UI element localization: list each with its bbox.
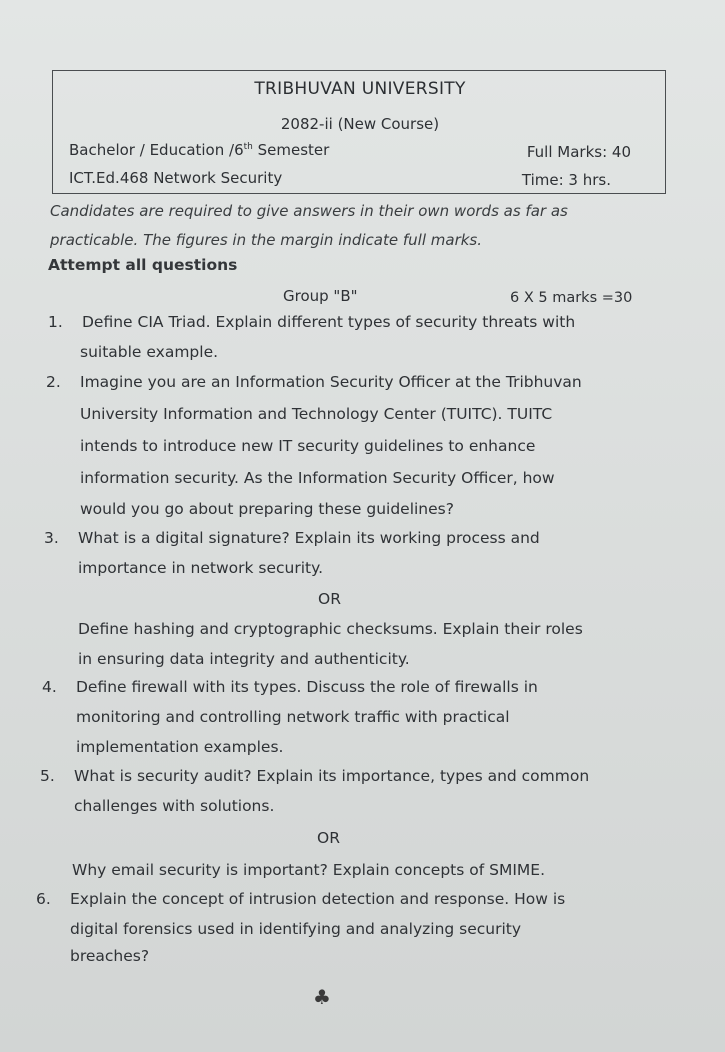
program-prefix: Bachelor / Education /6 <box>69 141 244 159</box>
program-sup: th <box>243 142 253 152</box>
question-number: 6. <box>36 890 51 908</box>
attempt-all-heading: Attempt all questions <box>48 256 238 274</box>
question-line: Define CIA Triad. Explain different types of security threats with <box>82 313 576 331</box>
year-course: 2082-ii (New Course) <box>280 115 440 133</box>
question-line: Why email security is important? Explain concepts of SMIME. <box>72 861 545 879</box>
instruction-line-1: Candidates are required to give answers in their own words as far as <box>50 202 568 220</box>
question-line: Explain the concept of intrusion detection and response. How is <box>70 890 566 908</box>
question-line: challenges with solutions. <box>74 797 275 815</box>
question-line: breaches? <box>70 947 150 965</box>
or-separator: OR <box>318 590 341 608</box>
question-line: in ensuring data integrity and authenticity. <box>78 650 410 668</box>
or-separator: OR <box>317 829 340 847</box>
instruction-line-2: practicable. The figures in the margin indicate full marks. <box>50 231 483 249</box>
question-line: importance in network security. <box>78 559 324 577</box>
group-marks: 6 X 5 marks =30 <box>510 290 633 306</box>
question-line: Imagine you are an Information Security Officer at the Tribhuvan <box>80 373 582 391</box>
time-allowed: Time: 3 hrs. <box>521 171 611 189</box>
question-line: What is security audit? Explain its importance, types and common <box>74 767 590 785</box>
question-line: implementation examples. <box>76 738 284 756</box>
question-line: Define firewall with its types. Discuss the role of firewalls in <box>76 678 538 696</box>
full-marks: Full Marks: 40 <box>526 143 631 161</box>
question-line: digital forensics used in identifying and analyzing security <box>70 920 522 938</box>
group-label: Group "B" <box>283 287 358 305</box>
question-line: Define hashing and cryptographic checksums. Explain their roles <box>78 620 583 638</box>
question-line: University Information and Technology Center (TUITC). TUITC <box>80 405 553 423</box>
question-line: monitoring and controlling network traffic with practical <box>76 708 510 726</box>
question-line: What is a digital signature? Explain its working process and <box>78 529 540 547</box>
question-line: would you go about preparing these guidelines? <box>80 500 454 518</box>
question-line: information security. As the Information Security Officer, how <box>80 469 555 487</box>
university-name: TRIBHUVAN UNIVERSITY <box>254 79 466 99</box>
course-title: ICT.Ed.468 Network Security <box>69 169 283 187</box>
question-number: 5. <box>40 767 55 785</box>
question-line: suitable example. <box>80 343 219 361</box>
question-line: intends to introduce new IT security guidelines to enhance <box>80 437 536 455</box>
question-number: 1. <box>48 313 63 331</box>
question-number: 4. <box>42 678 57 696</box>
club-ornament-icon: ♣ <box>313 985 331 1009</box>
program-semester <box>69 141 329 159</box>
question-number: 2. <box>46 373 61 391</box>
program-suffix: Semester <box>252 141 330 159</box>
question-number: 3. <box>44 529 59 547</box>
header-box <box>52 70 666 194</box>
